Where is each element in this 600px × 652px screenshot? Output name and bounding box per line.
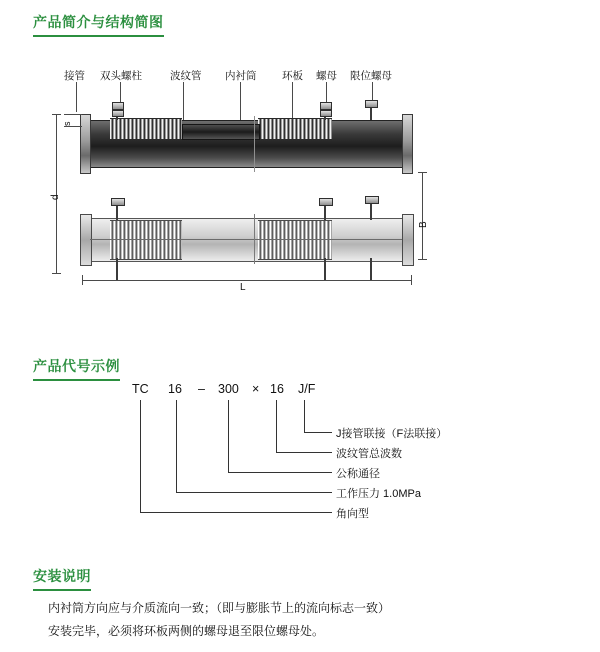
section-heading-install-text: 安装说明	[33, 568, 91, 584]
code-leader-v-0	[304, 400, 305, 432]
callout-label-3: 内衬筒	[225, 70, 257, 82]
code-token-3: 300	[218, 382, 239, 396]
section-heading-code-text: 产品代号示例	[33, 358, 120, 374]
callout-label-5: 螺母	[316, 70, 337, 82]
code-leader-h-2	[228, 472, 332, 473]
dim-d-label: d	[50, 194, 61, 200]
dim-B-label: B	[418, 221, 429, 228]
nut-left-b	[112, 110, 124, 117]
bottom-stud-right-lower	[324, 258, 326, 280]
nut-left-a	[112, 102, 124, 110]
code-leader-v-4	[140, 400, 141, 512]
code-leader-h-4	[140, 512, 332, 513]
inner-liner-top	[182, 124, 260, 140]
dim-s-bot-line	[64, 126, 82, 127]
section-heading-code	[33, 356, 120, 381]
code-token-1: 16	[168, 382, 182, 396]
bottom-stud-left-lower	[116, 258, 118, 280]
right-flange	[402, 114, 413, 174]
callout-label-0: 接管	[64, 70, 85, 82]
bellows-right-top	[258, 118, 332, 140]
code-leader-v-1	[276, 400, 277, 452]
limit-nut	[365, 100, 378, 108]
code-token-4: ×	[252, 382, 260, 396]
install-notes	[48, 600, 568, 646]
dim-L-tick-left	[82, 275, 83, 285]
heading-underline-2	[33, 379, 120, 381]
leader-1	[120, 82, 121, 104]
bottom-center-axis	[90, 239, 402, 240]
bottom-right-cap	[402, 214, 414, 266]
dim-B-line	[422, 172, 423, 260]
code-leader-v-2	[228, 400, 229, 472]
bottom-nut-left	[111, 198, 125, 206]
code-leader-h-3	[176, 492, 332, 493]
dim-B-tick-bot	[418, 259, 427, 260]
bottom-limit-stud-lower	[370, 258, 372, 280]
structure-diagram	[50, 68, 550, 308]
dim-d-tick-bot	[52, 273, 61, 274]
section-heading-structure	[33, 12, 164, 37]
callout-label-6: 限位螺母	[350, 70, 392, 82]
bottom-nut-right	[319, 198, 333, 206]
section-heading-install	[33, 566, 91, 591]
code-desc-2: 公称通径	[336, 468, 380, 480]
dim-s-label: s	[62, 121, 72, 126]
dim-s-top-line	[64, 114, 82, 115]
leader-0	[76, 82, 77, 112]
code-desc-4: 角向型	[336, 508, 369, 520]
dim-L-label: L	[240, 282, 246, 293]
product-code-example	[0, 382, 600, 542]
nut-right-b	[320, 110, 332, 117]
left-flange	[80, 114, 91, 174]
dim-d-tick-top	[52, 114, 61, 115]
code-leader-h-0	[304, 432, 332, 433]
dim-B-tick-top	[418, 172, 427, 173]
heading-underline	[33, 35, 164, 37]
bottom-left-cap	[80, 214, 92, 266]
bellows-right-bottom	[258, 220, 332, 260]
install-note-0: 内衬筒方向应与介质流向一致；（即与膨胀节上的流向标志一致）	[48, 601, 391, 615]
code-leader-v-3	[176, 400, 177, 492]
heading-underline-3	[33, 589, 91, 591]
code-token-6: J/F	[298, 382, 316, 396]
code-leader-h-1	[276, 452, 332, 453]
code-desc-0: J接管联接（F法联接）	[336, 428, 448, 440]
bottom-ring-plate-mark	[254, 214, 255, 264]
code-desc-3: 工作压力 1.0MPa	[336, 488, 421, 500]
bellows-left-bottom	[110, 220, 182, 260]
code-desc-1: 波纹管总波数	[336, 448, 402, 460]
ring-plate-mark	[254, 116, 255, 172]
dim-L-line	[82, 280, 412, 281]
install-note-1: 安装完毕，必须将环板两侧的螺母退至限位螺母处。	[48, 624, 325, 638]
callout-label-1: 双头螺柱	[100, 70, 142, 82]
code-token-0: TC	[132, 382, 149, 396]
nut-right-a	[320, 102, 332, 110]
code-token-5: 16	[270, 382, 284, 396]
bellows-left-top	[110, 118, 182, 140]
code-token-2: –	[198, 382, 205, 396]
section-heading-structure-text: 产品简介与结构简图	[33, 14, 164, 30]
bottom-limit-nut	[365, 196, 379, 204]
dim-L-tick-right	[411, 275, 412, 285]
callout-label-2: 波纹管	[170, 70, 202, 82]
callout-label-4: 环板	[282, 70, 303, 82]
